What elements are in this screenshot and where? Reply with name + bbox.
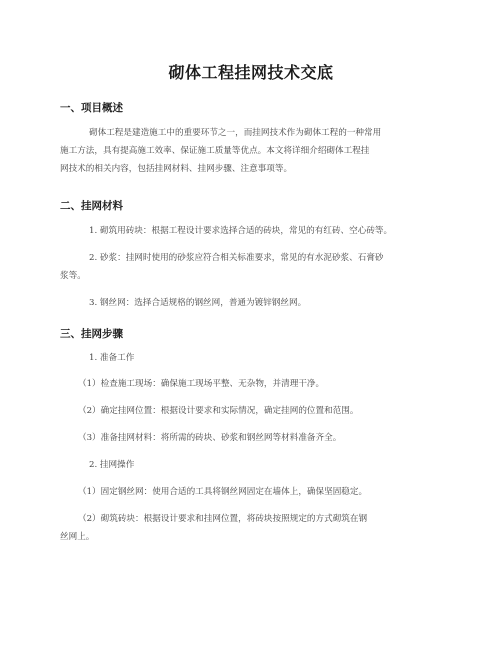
- materials-item-mortar: [60, 249, 438, 285]
- paragraph-line: 丝网上。: [60, 532, 95, 542]
- paragraph-line: （2）确定挂网位置：根据设计要求和实际情况，确定挂网的位置和范围。: [78, 406, 359, 416]
- materials-item-bricks: [89, 222, 467, 240]
- steps-item-prepare-materials: [78, 429, 456, 447]
- paragraph-line: （2）砌筑砖块：根据设计要求和挂网位置，将砖块按照规定的方式砌筑在钢: [78, 514, 368, 524]
- section-heading-materials: 二、挂网材料: [60, 200, 123, 212]
- section-heading-overview: 一、项目概述: [60, 102, 123, 114]
- paragraph-line: 1. 砌筑用砖块：根据工程设计要求选择合适的砖块，常见的有红砖、空心砖等。: [89, 226, 393, 236]
- document-title: 砌体工程挂网技术交底: [168, 63, 334, 82]
- steps-subheading-operation: [89, 456, 467, 474]
- steps-subheading-preparation: [89, 349, 467, 367]
- paragraph-line: 1. 准备工作: [89, 353, 135, 363]
- steps-item-determine-position: [78, 402, 456, 420]
- paragraph-line: 3. 钢丝网：选择合适规格的钢丝网，普通为镀锌钢丝网。: [89, 298, 307, 308]
- paragraph-line: 浆等。: [60, 271, 86, 281]
- steps-item-lay-bricks: [60, 510, 438, 546]
- paragraph-line: 2. 砂浆：挂网时使用的砂浆应符合相关标准要求，常见的有水泥砂浆、石膏砂: [89, 253, 384, 263]
- paragraph-line: 砌体工程是建造施工中的重要环节之一，而挂网技术作为砌体工程的一种常用: [89, 128, 382, 138]
- section-heading-steps: 三、挂网步骤: [60, 328, 123, 340]
- paragraph-line: （1）固定钢丝网：使用合适的工具将钢丝网固定在墙体上，确保坚固稳定。: [78, 487, 368, 497]
- paragraph-line: 施工方法，具有提高施工效率、保证施工质量等优点。本文将详细介绍砌体工程挂: [60, 146, 370, 156]
- steps-item-inspect-site: [78, 375, 456, 393]
- paragraph-line: （1）检查施工现场：确保施工现场平整、无杂物，并清理干净。: [78, 379, 325, 389]
- paragraph-line: 网技术的相关内容，包括挂网材料、挂网步骤、注意事项等。: [60, 164, 293, 174]
- paragraph-line: 2. 挂网操作: [89, 460, 135, 470]
- materials-item-wire-mesh: [89, 294, 467, 312]
- overview-paragraph: [60, 124, 438, 178]
- steps-item-fix-mesh: [78, 483, 456, 501]
- paragraph-line: （3）准备挂网材料：将所需的砖块、砂浆和钢丝网等材料准备齐全。: [78, 433, 342, 443]
